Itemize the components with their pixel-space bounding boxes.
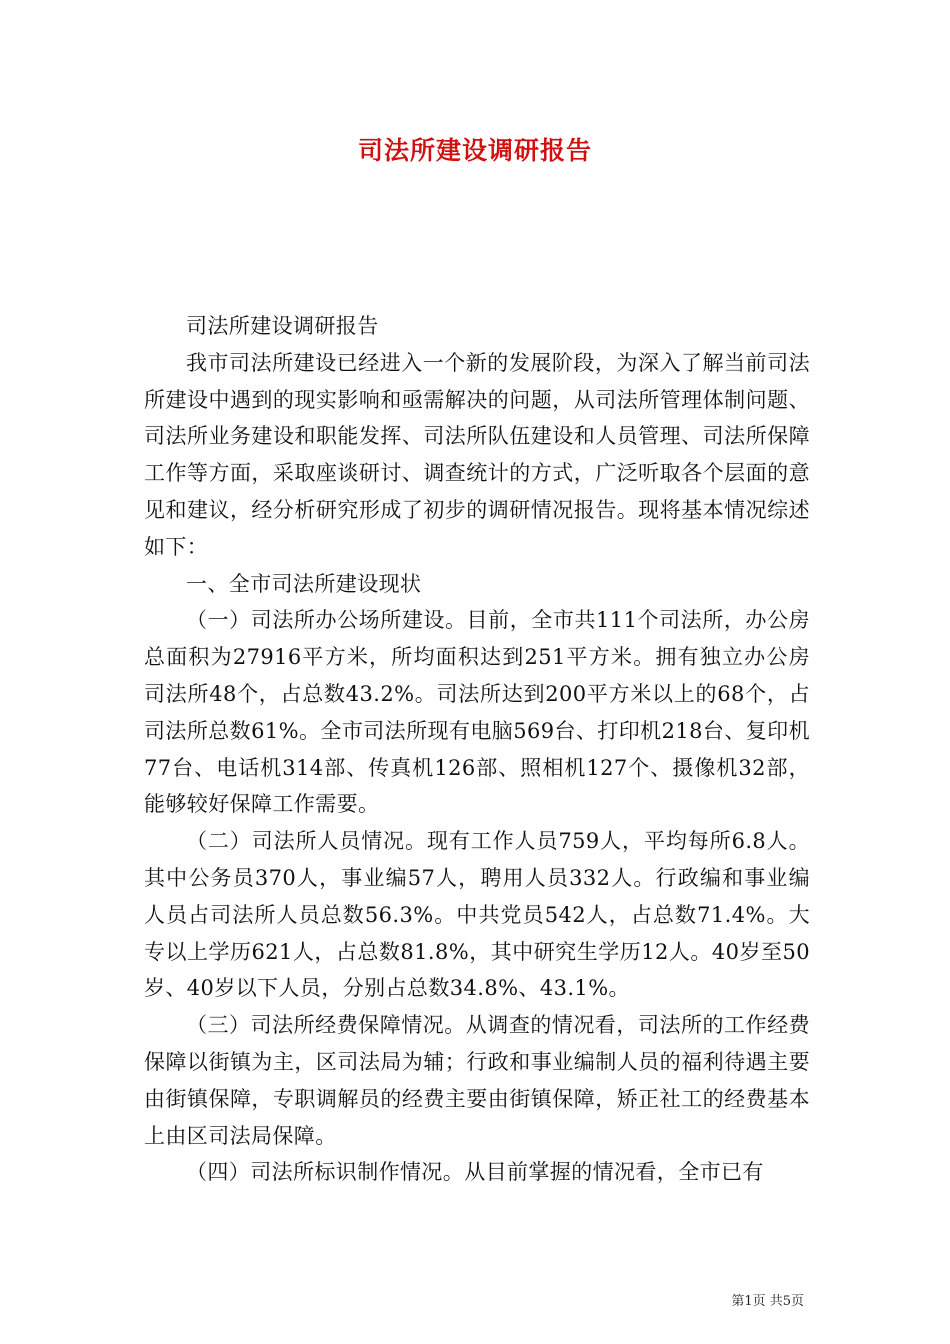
page-number: 第1页 共5页 [731, 1294, 804, 1309]
document-body [144, 308, 810, 1191]
section-heading: 一、全市司法所建设现状 [186, 571, 422, 596]
subtitle-paragraph: 司法所建设调研报告 [186, 314, 379, 338]
funding-paragraph: （三）司法所经费保障情况。从调查的情况看，司法所的工作经费保障以街镇为主，区司法局为辅；行政和事业编制人员的福利待遇主要由街镇保障，专职调解员的经费主要由街镇保障，矫正社工的经费基本上由区司法局保障。 [144, 1013, 810, 1148]
document-title: 司法所建设调研报告 [357, 136, 592, 165]
office-construction-paragraph: （一）司法所办公场所建设。目前，全市共111个司法所，办公房总面积为27916平方米，所均面积达到251平方米。拥有独立办公房司法所48个，占总数43.2%。司法所达到200平方米以上的68个，占司法所总数61%。全市司法所现有电脑569台、打印机218台、复印机77台、电话机314部、传真机126部、照相机127个、摄像机32部，能够较好保障工作需要。 [144, 608, 810, 817]
signage-paragraph: （四）司法所标识制作情况。从目前掌握的情况看，全市已有 [186, 1160, 764, 1185]
intro-paragraph: 我市司法所建设已经进入一个新的发展阶段，为深入了解当前司法所建设中遇到的现实影响和亟需解决的问题，从司法所管理体制问题、司法所业务建设和职能发挥、司法所队伍建设和人员管理、司法所保障工作等方面，采取座谈研讨、调查统计的方式，广泛听取各个层面的意见和建议，经分析研究形成了初步的调研情况报告。现将基本情况综述如下： [144, 350, 810, 559]
personnel-paragraph: （二）司法所人员情况。现有工作人员759人，平均每所6.8人。其中公务员370人，事业编57人，聘用人员332人。行政编和事业编人员占司法所人员总数56.3%。中共党员542人，占总数71.4%。大专以上学历621人，占总数81.8%，其中研究生学历12人。40岁至50岁、40岁以下人员，分别占总数34.8%、43.1%。 [144, 829, 810, 1001]
